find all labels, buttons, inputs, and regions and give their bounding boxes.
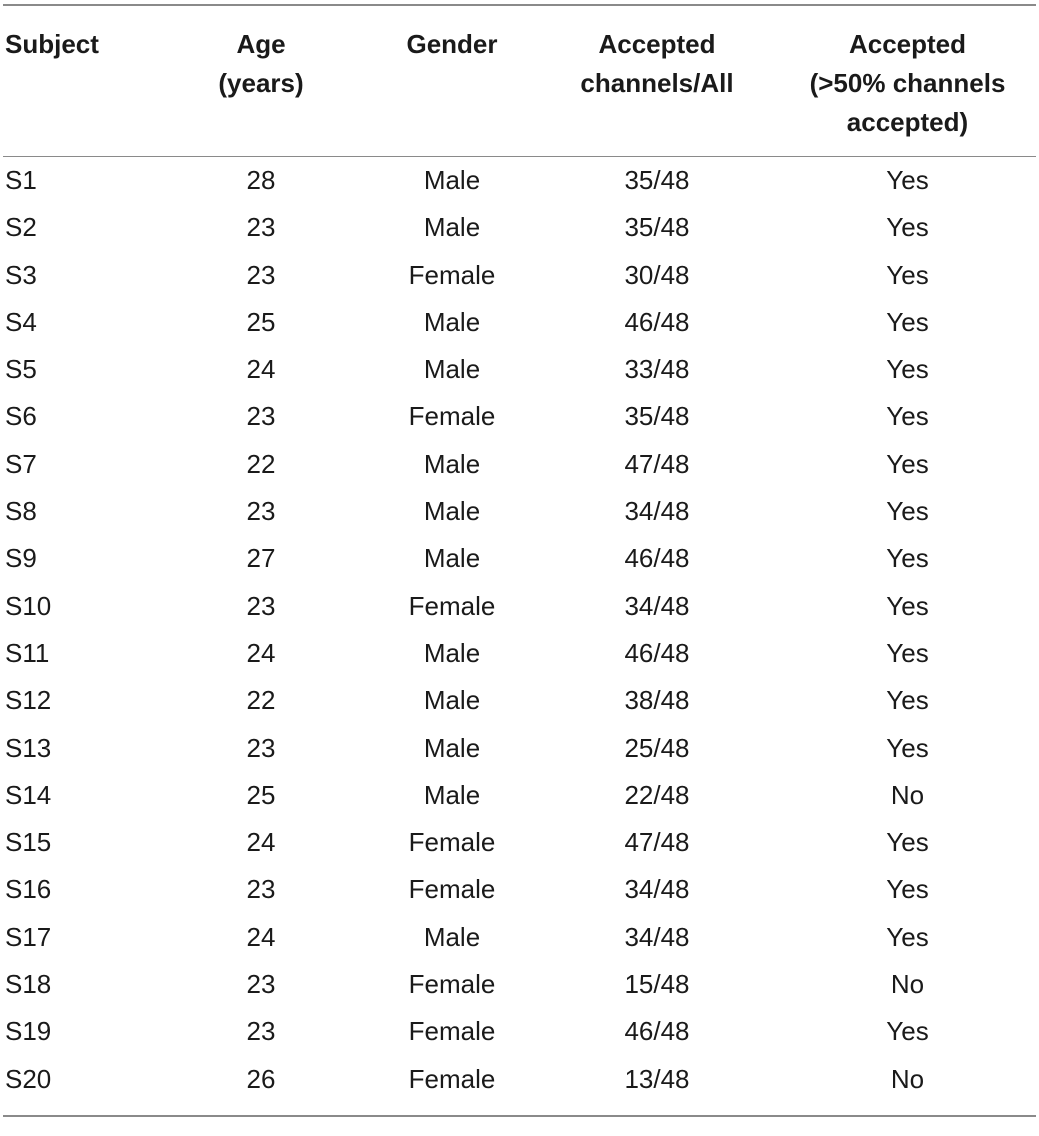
- header-subject: Subject: [5, 29, 99, 59]
- cell-accepted-channels: 15/48: [624, 969, 690, 1000]
- cell-accepted: Yes: [886, 496, 929, 527]
- cell-gender: Female: [408, 590, 496, 621]
- table-row: [3, 772, 1036, 819]
- cell-accepted-channels: 46/48: [624, 306, 690, 337]
- cell-subject: S10: [5, 590, 52, 621]
- cell-age: 23: [246, 1016, 276, 1047]
- table-row: [3, 725, 1036, 772]
- cell-gender: Male: [423, 637, 481, 668]
- table-row: [3, 914, 1036, 961]
- table-row: [3, 677, 1036, 724]
- cell-accepted: No: [890, 1063, 925, 1094]
- cell-gender: Female: [408, 969, 496, 1000]
- cell-accepted: No: [890, 969, 925, 1000]
- table-row: [3, 1008, 1036, 1055]
- cell-accepted: Yes: [886, 165, 929, 195]
- cell-accepted-channels: 13/48: [624, 1063, 690, 1094]
- cell-gender: Male: [423, 306, 481, 337]
- table-row: [3, 630, 1036, 677]
- cell-subject: S16: [5, 874, 52, 905]
- table-row: [3, 961, 1036, 1008]
- cell-gender: Female: [408, 874, 496, 905]
- cell-gender: Female: [408, 1016, 496, 1047]
- cell-accepted: Yes: [886, 921, 929, 952]
- cell-accepted-channels: 34/48: [624, 496, 690, 527]
- cell-subject: S5: [5, 354, 37, 385]
- cell-age: 23: [246, 212, 276, 243]
- cell-age: 23: [246, 401, 276, 432]
- table-row: [3, 346, 1036, 393]
- cell-accepted: No: [890, 779, 925, 810]
- table-row: [3, 252, 1036, 299]
- cell-age: 24: [246, 921, 276, 952]
- cell-subject: S20: [5, 1063, 52, 1094]
- cell-accepted-channels: 46/48: [624, 637, 690, 668]
- table-row: [3, 583, 1036, 630]
- cell-accepted-channels: 35/48: [624, 212, 690, 243]
- cell-age: 22: [246, 685, 276, 716]
- cell-gender: Male: [423, 165, 481, 195]
- cell-accepted: Yes: [886, 401, 929, 432]
- cell-accepted: Yes: [886, 259, 929, 290]
- cell-subject: S4: [5, 306, 37, 337]
- cell-age: 24: [246, 637, 276, 668]
- cell-gender: Female: [408, 401, 496, 432]
- cell-gender: Male: [423, 496, 481, 527]
- table-row: [3, 819, 1036, 866]
- cell-age: 26: [246, 1063, 276, 1094]
- cell-subject: S6: [5, 401, 37, 432]
- cell-accepted-channels: 47/48: [624, 827, 690, 858]
- header-age: Age (years): [218, 29, 304, 98]
- cell-accepted-channels: 46/48: [624, 543, 690, 574]
- table-row: [3, 393, 1036, 440]
- table-row: [3, 866, 1036, 913]
- cell-gender: Male: [423, 921, 481, 952]
- table-header: [3, 6, 1036, 156]
- table-row: [3, 441, 1036, 488]
- cell-gender: Male: [423, 354, 481, 385]
- cell-accepted: Yes: [886, 448, 929, 479]
- cell-gender: Male: [423, 543, 481, 574]
- cell-accepted-channels: 38/48: [624, 685, 690, 716]
- subjects-table: [3, 6, 1036, 156]
- cell-age: 23: [246, 259, 276, 290]
- header-accepted: Accepted (>50% channels accepted): [809, 29, 1006, 137]
- cell-subject: S1: [5, 165, 37, 195]
- cell-accepted-channels: 35/48: [624, 165, 690, 195]
- table-row: [3, 488, 1036, 535]
- cell-accepted: Yes: [886, 637, 929, 668]
- cell-age: 23: [246, 732, 276, 763]
- header-accepted-channels: Accepted channels/All: [580, 29, 734, 98]
- cell-age: 25: [246, 306, 276, 337]
- cell-accepted: Yes: [886, 1016, 929, 1047]
- cell-accepted: Yes: [886, 354, 929, 385]
- table-row: [3, 1056, 1036, 1103]
- cell-gender: Female: [408, 259, 496, 290]
- cell-gender: Male: [423, 732, 481, 763]
- cell-gender: Female: [408, 1063, 496, 1094]
- cell-subject: S18: [5, 969, 52, 1000]
- cell-gender: Male: [423, 779, 481, 810]
- cell-accepted: Yes: [886, 874, 929, 905]
- cell-subject: S19: [5, 1016, 52, 1047]
- subjects-table-body: [3, 157, 1036, 1103]
- cell-gender: Male: [423, 212, 481, 243]
- table-row: [3, 204, 1036, 251]
- cell-accepted: Yes: [886, 306, 929, 337]
- header-gender: Gender: [406, 29, 498, 59]
- cell-age: 27: [246, 543, 276, 574]
- cell-subject: S13: [5, 732, 52, 763]
- cell-accepted-channels: 47/48: [624, 448, 690, 479]
- cell-accepted: Yes: [886, 590, 929, 621]
- cell-age: 23: [246, 590, 276, 621]
- cell-subject: S14: [5, 779, 52, 810]
- cell-age: 28: [246, 165, 276, 195]
- cell-subject: S8: [5, 496, 37, 527]
- cell-subject: S11: [5, 637, 50, 668]
- cell-gender: Male: [423, 448, 481, 479]
- cell-subject: S12: [5, 685, 52, 716]
- cell-subject: S2: [5, 212, 37, 243]
- table-body: [3, 157, 1036, 1103]
- cell-accepted-channels: 22/48: [624, 779, 690, 810]
- cell-accepted: Yes: [886, 685, 929, 716]
- cell-accepted-channels: 34/48: [624, 874, 690, 905]
- cell-subject: S9: [5, 543, 37, 574]
- cell-accepted-channels: 34/48: [624, 590, 690, 621]
- cell-accepted-channels: 34/48: [624, 921, 690, 952]
- cell-age: 24: [246, 354, 276, 385]
- cell-accepted: Yes: [886, 732, 929, 763]
- cell-subject: S3: [5, 259, 37, 290]
- cell-age: 24: [246, 827, 276, 858]
- cell-accepted: Yes: [886, 543, 929, 574]
- cell-accepted-channels: 46/48: [624, 1016, 690, 1047]
- header-row: [3, 6, 1036, 156]
- table-bottom-rule: [3, 1115, 1036, 1117]
- cell-subject: S7: [5, 448, 37, 479]
- cell-gender: Female: [408, 827, 496, 858]
- cell-subject: S17: [5, 921, 52, 952]
- subjects-table-container: [3, 4, 1036, 1117]
- cell-accepted-channels: 30/48: [624, 259, 690, 290]
- cell-accepted-channels: 33/48: [624, 354, 690, 385]
- cell-age: 23: [246, 969, 276, 1000]
- table-row: [3, 299, 1036, 346]
- cell-accepted: Yes: [886, 827, 929, 858]
- cell-age: 23: [246, 496, 276, 527]
- cell-accepted-channels: 35/48: [624, 401, 690, 432]
- cell-age: 23: [246, 874, 276, 905]
- cell-accepted-channels: 25/48: [624, 732, 690, 763]
- cell-age: 22: [246, 448, 276, 479]
- table-row: [3, 157, 1036, 204]
- table-row: [3, 535, 1036, 582]
- cell-subject: S15: [5, 827, 52, 858]
- cell-accepted: Yes: [886, 212, 929, 243]
- cell-age: 25: [246, 779, 276, 810]
- cell-gender: Male: [423, 685, 481, 716]
